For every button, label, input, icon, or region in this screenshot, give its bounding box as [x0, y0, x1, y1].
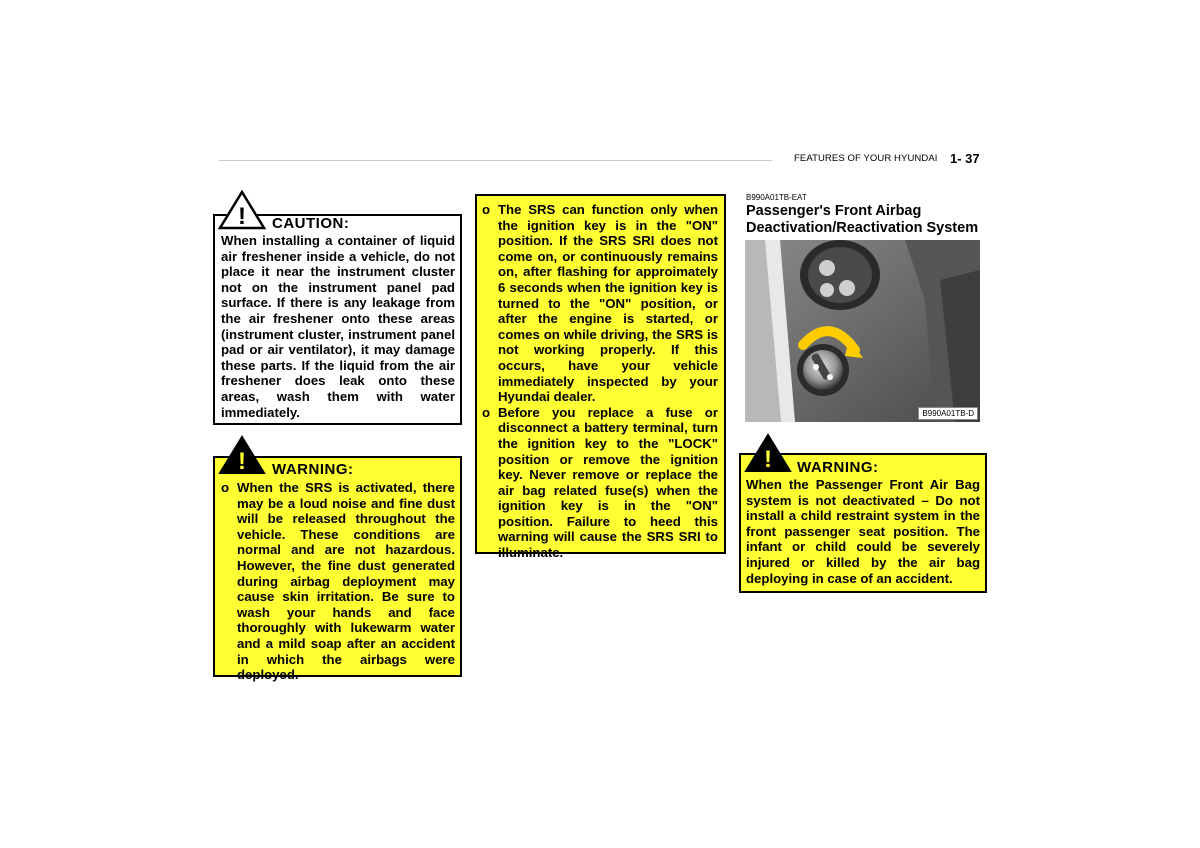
- list-item: [482, 202, 718, 405]
- caution-title: CAUTION:: [272, 215, 350, 232]
- header-rule: [219, 160, 772, 161]
- warning-left-list: [221, 480, 455, 683]
- svg-text:!: !: [238, 203, 246, 230]
- airbag-switch-illustration: [745, 240, 980, 422]
- warning-left-title: WARNING:: [272, 461, 354, 478]
- list-item-text: When the SRS is activated, there may be a loud noise and fine dust will be released throughout the vehicle. These conditions are normal and are not hazardous. However, the fine dust generated during airbag deployment may cause skin irritation. Be sure to wash your hands and face thoroughly with lukewarm water and a mild soap after an accident in which the airbags were deployed.: [237, 480, 455, 683]
- list-item: [221, 480, 455, 683]
- caution-text: [221, 233, 455, 420]
- svg-text:!: !: [764, 446, 772, 473]
- list-item-text: The SRS can function only when the ignition key is in the "ON" position. If the SRS SRI does not come on, or continuously remains on, after flashing for approimately 6 seconds when the ignition key is turned to the "ON" position, or after the engine is started, or comes on while driving, the SRS is not working properly. If this occurs, have your vehicle immediately inspected by your Hyundai dealer.: [498, 202, 718, 405]
- airbag-switch-photo: [745, 240, 980, 422]
- page-number: 1- 37: [950, 151, 980, 166]
- bullet: o: [221, 480, 230, 495]
- bullet: o: [482, 202, 491, 217]
- svg-text:!: !: [238, 448, 246, 475]
- warning-left-triangle-icon: [218, 435, 266, 475]
- warning-right-text: [746, 477, 980, 586]
- section-title: Passenger's Front Airbag Deactivation/Reactivation System: [746, 203, 979, 236]
- warning-middle-list: [482, 202, 718, 561]
- caution-triangle-icon: [218, 190, 266, 230]
- caution-paragraph: When installing a container of liquid air freshener inside a vehicle, do not place it near the instrument cluster not on the instrument panel pad surface. If there is any leakage from the air freshener onto these areas (instrument cluster, instrument panel pad or air ventilator), it may damage these parts. If the liquid from the air freshener does leak onto these areas, wash them with water immediately.: [221, 233, 455, 420]
- warning-right-title: WARNING:: [797, 459, 879, 476]
- warning-right-triangle-icon: [744, 433, 792, 473]
- list-item-text: Before you replace a fuse or disconnect a battery terminal, turn the ignition key to the "LOCK" position or remove the ignition key. Never remove or replace the air bag related fuse(s) when the ignition key is in the "ON" position. Failure to heed this warning will cause the SRS SRI to illuminate.: [498, 404, 718, 561]
- section-code: B990A01TB-EAT: [746, 193, 807, 202]
- header-section-title: FEATURES OF YOUR HYUNDAI: [794, 153, 938, 164]
- bullet: o: [482, 404, 491, 420]
- list-item: [482, 405, 718, 561]
- warning-right-paragraph: When the Passenger Front Air Bag system is not deactivated – Do not install a child restraint system in the front passenger seat position. The infant or child could be severely injured or killed by the air bag deploying in case of an accident.: [746, 477, 980, 586]
- photo-code-label: B990A01TB-D: [918, 407, 978, 420]
